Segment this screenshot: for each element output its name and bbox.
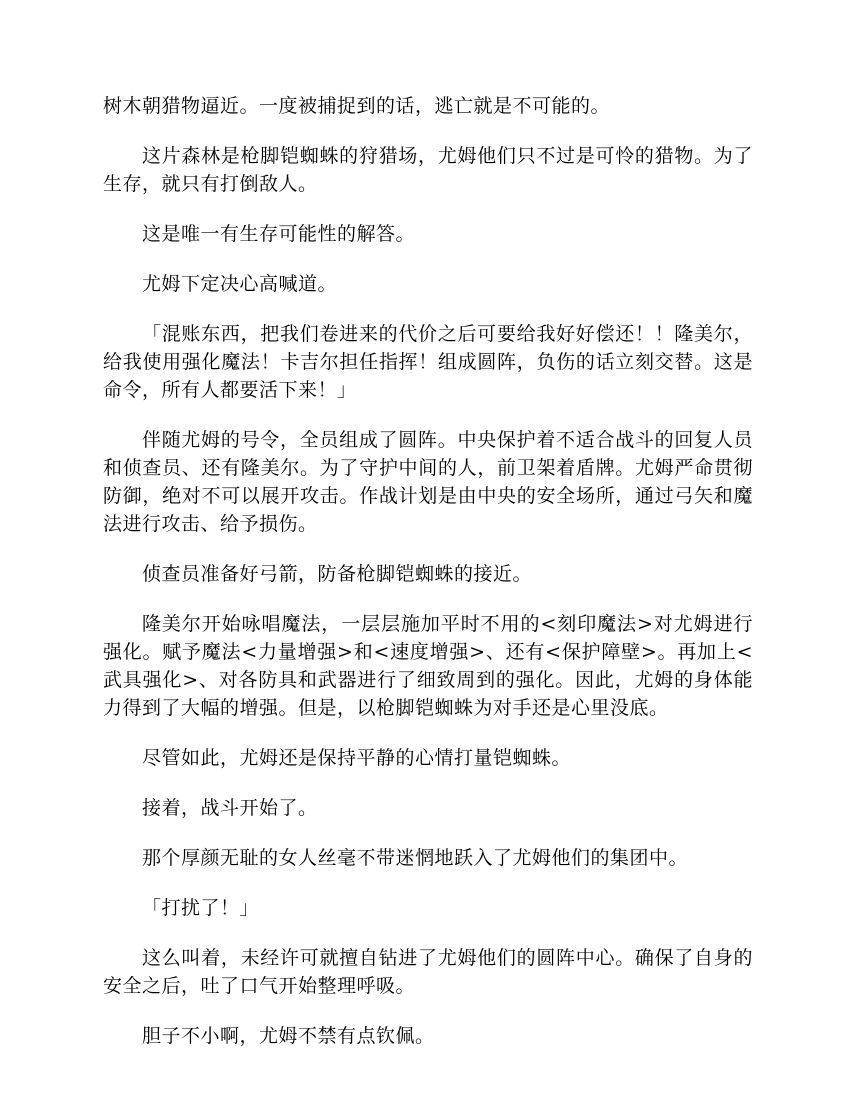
paragraph: 接着，战斗开始了。 [142,797,318,819]
document-page [103,92,753,1072]
paragraph: 这么叫着，未经许可就擅自钻进了尤姆他们的圆阵中心。确保了自身的安全之后，吐了口气开始整理呼吸。 [103,947,753,997]
paragraph: 尤姆下定决心高喊道。 [142,273,338,295]
paragraph: 那个厚颜无耻的女人丝毫不带迷惘地跃入了尤姆他们的集团中。 [142,847,689,869]
dialogue-paragraph: 「打扰了！」 [142,897,260,919]
paragraph: 尽管如此，尤姆还是保持平静的心情打量铠蜘蛛。 [142,747,572,769]
paragraph: 隆美尔开始咏唱魔法，一层层施加平时不用的<刻印魔法>对尤姆进行强化。赋予魔法<力量增强>和<速度增强>、还有<保护障壁>。再加上<武具强化>、对各防具和武器进行了细致周到的强化。因此，尤姆的身体能力得到了大幅的增强。但是，以枪脚铠蜘蛛为对手还是心里没底。 [103,613,753,719]
paragraph: 这片森林是枪脚铠蜘蛛的狩猎场，尤姆他们只不过是可怜的猎物。为了生存，就只有打倒敌人。 [103,145,753,195]
paragraph: 侦查员准备好弓箭，防备枪脚铠蜘蛛的接近。 [142,563,533,585]
paragraph: 这是唯一有生存可能性的解答。 [142,223,416,245]
paragraph: 胆子不小啊，尤姆不禁有点钦佩。 [142,1025,435,1047]
dialogue-paragraph: 「混账东西，把我们卷进来的代价之后可要给我好好偿还！！隆美尔，给我使用强化魔法！卡吉尔担任指挥！组成圆阵，负伤的话立刻交替。这是命令，所有人都要活下来！」 [103,323,753,401]
paragraph: 伴随尤姆的号令，全员组成了圆阵。中央保护着不适合战斗的回复人员和侦查员、还有隆美尔。为了守护中间的人，前卫架着盾牌。尤姆严命贯彻防御，绝对不可以展开攻击。作战计划是由中央的安全场所，通过弓矢和魔法进行攻击、给予损伤。 [103,429,753,535]
paragraph: 树木朝猎物逼近。一度被捕捉到的话，逃亡就是不可能的。 [103,95,611,117]
